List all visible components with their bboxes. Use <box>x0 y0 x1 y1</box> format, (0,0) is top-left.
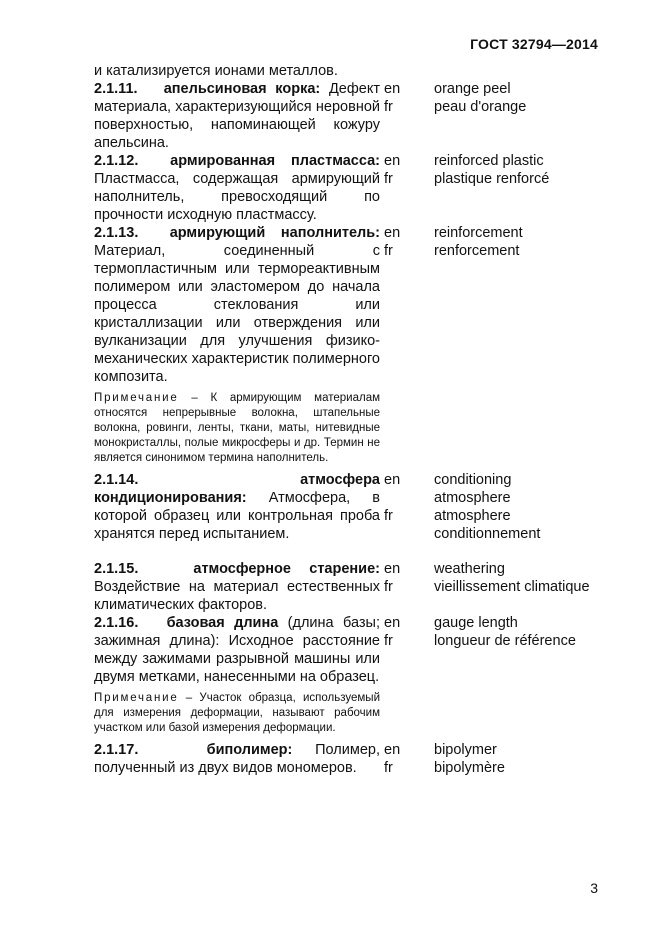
note-text: – Участок образца, используемый для измерения деформации, называют рабочим участком или базой измерения деформации. <box>94 692 380 734</box>
intro-row <box>94 62 600 80</box>
term-en: conditioning atmosphere <box>434 472 512 506</box>
note-label: Примечание <box>94 692 179 704</box>
term-entry <box>94 152 600 224</box>
term-fr: renforcement <box>434 243 520 259</box>
definition-text: Атмосфера, в которой образец или контрольная проба хранятся перед испытанием. <box>94 490 380 542</box>
lang-en: en <box>384 615 401 631</box>
term-en: bipolymer <box>434 742 497 758</box>
definition-text: Полимер, полученный из двух видов мономеров. <box>94 742 380 776</box>
term-definition <box>94 152 380 224</box>
intro-line: и катализируется ионами металлов. <box>94 63 338 79</box>
standard-header: ГОСТ 32794—2014 <box>470 36 598 52</box>
term-fr: atmosphere conditionnement <box>434 508 541 542</box>
foreign-terms <box>420 614 600 650</box>
foreign-terms <box>420 741 600 777</box>
term-note <box>94 691 380 736</box>
term-definition <box>94 224 380 386</box>
term-number: 2.1.14. <box>94 472 139 488</box>
note-label: Примечание <box>94 392 179 404</box>
definition-text: Материал, соединенный с термопластичным или термореактивным полимером или эластомером до начала процесса стеклования или кристаллизации или отверждения или вулканизации для улучшения физико-механических характеристик полимерного композита. <box>94 243 380 385</box>
term-en: orange peel <box>434 81 511 97</box>
lang-fr: fr <box>384 171 393 187</box>
page-number: 3 <box>590 880 598 896</box>
term-number: 2.1.15. <box>94 561 139 577</box>
lang-codes <box>380 152 420 188</box>
term-definition <box>94 471 380 543</box>
lang-fr: fr <box>384 99 393 115</box>
term-entry <box>94 80 600 152</box>
lang-codes <box>380 741 420 777</box>
lang-codes <box>380 471 420 525</box>
term-definition <box>94 741 380 777</box>
term-en: weathering <box>434 561 505 577</box>
definition-text: (длина базы; зажимная длина): Исходное расстояние между зажимами разрывной машины или двумя метками, нанесенными на образец. <box>94 615 380 685</box>
term-title: атмосфера кондиционирования: <box>94 472 380 506</box>
lang-en: en <box>384 225 401 241</box>
lang-fr: fr <box>384 243 393 259</box>
foreign-terms <box>420 80 600 116</box>
term-title: апельсиновая корка: <box>163 81 321 97</box>
lang-fr: fr <box>384 508 393 524</box>
term-fr: longueur de référence <box>434 633 576 649</box>
foreign-terms <box>420 224 600 260</box>
term-entry <box>94 614 600 686</box>
lang-fr: fr <box>384 579 393 595</box>
lang-codes <box>380 560 420 596</box>
lang-en: en <box>384 81 401 97</box>
term-definition <box>94 80 380 152</box>
spacer <box>94 543 600 560</box>
definition-text: Воздействие на материал естественных климатических факторов. <box>94 579 380 613</box>
term-number: 2.1.11. <box>94 81 138 97</box>
terms-body <box>94 62 600 777</box>
term-entry <box>94 224 600 386</box>
note-row <box>94 386 600 471</box>
term-entry <box>94 741 600 777</box>
term-en: gauge length <box>434 615 518 631</box>
foreign-terms <box>420 152 600 188</box>
term-definition <box>94 560 380 614</box>
term-fr: vieillissement climatique <box>434 579 590 595</box>
lang-codes <box>380 80 420 116</box>
term-fr: peau d'orange <box>434 99 527 115</box>
lang-en: en <box>384 561 401 577</box>
note-text: – К армирующим материалам относятся непрерывные волокна, штапельные волокна, ровинги, ленты, ткани, маты, нитевидные монокристаллы, полые микросферы и др. Термин не является синонимом термина наполнитель. <box>94 392 380 464</box>
term-title: базовая длина <box>166 615 279 631</box>
term-entry <box>94 560 600 614</box>
term-title: армирующий наполнитель: <box>169 225 381 241</box>
lang-codes <box>380 614 420 650</box>
term-number: 2.1.13. <box>94 225 139 241</box>
foreign-terms <box>420 560 600 596</box>
term-title: биполимер: <box>206 742 293 758</box>
term-fr: bipolymère <box>434 760 505 776</box>
term-number: 2.1.16. <box>94 615 139 631</box>
lang-en: en <box>384 742 401 758</box>
term-title: атмосферное старение: <box>193 561 380 577</box>
term-entry <box>94 471 600 543</box>
lang-en: en <box>384 153 401 169</box>
term-definition <box>94 614 380 686</box>
term-en: reinforcement <box>434 225 523 241</box>
lang-codes <box>380 224 420 260</box>
term-note <box>94 391 380 466</box>
lang-en: en <box>384 472 401 488</box>
definition-text: Пластмасса, содержащая армирующий наполнитель, превосходящий по прочности исходную пластмассу. <box>94 171 380 223</box>
term-en: reinforced plastic <box>434 153 544 169</box>
term-fr: plastique renforcé <box>434 171 550 187</box>
term-number: 2.1.17. <box>94 742 139 758</box>
definition-text: Дефект материала, характеризующийся неровной поверхностью, напоминающей кожуру апельсина. <box>94 81 381 151</box>
foreign-terms <box>420 471 600 543</box>
lang-fr: fr <box>384 633 393 649</box>
note-row <box>94 686 600 741</box>
term-title: армированная пластмасса: <box>170 153 380 169</box>
lang-fr: fr <box>384 760 393 776</box>
term-number: 2.1.12. <box>94 153 139 169</box>
